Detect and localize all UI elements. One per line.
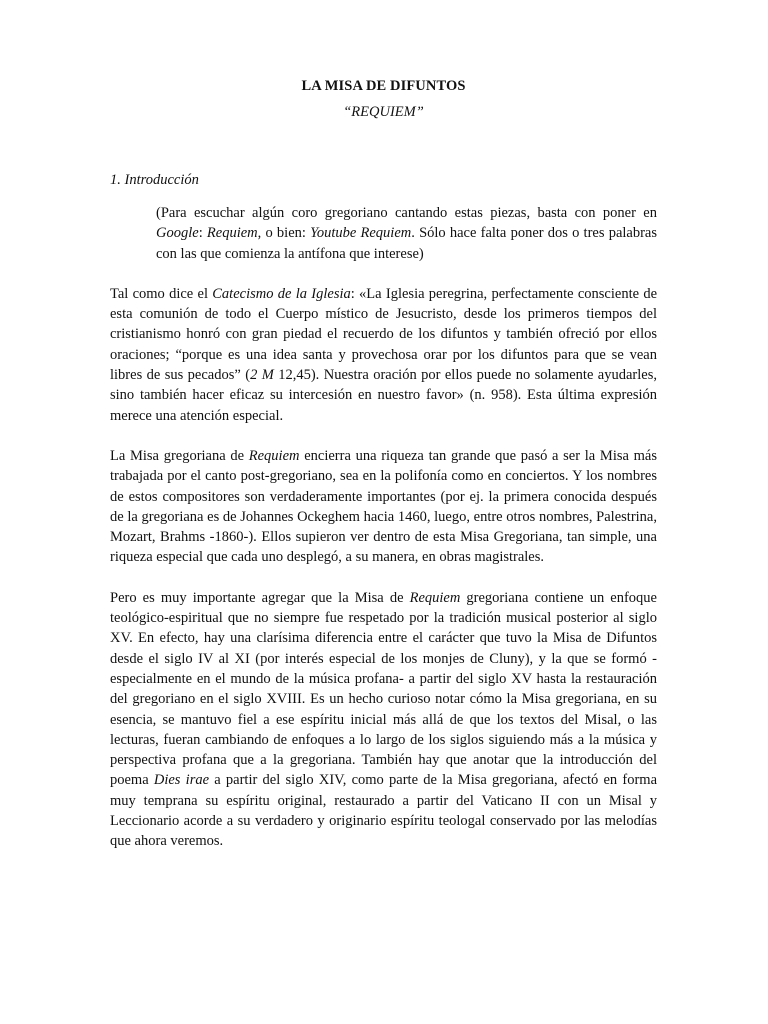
note-text: , o bien: <box>257 225 311 242</box>
note-text: . Sólo hace falta poner dos o tres palabras con las que comienza la antífona que interese) <box>156 225 658 262</box>
paragraph-text: Pero es muy importante agregar que la Misa de <box>110 589 410 606</box>
requiem-term: Requiem <box>248 447 300 464</box>
note-requiem: Requiem <box>206 225 258 242</box>
document-title: LA MISA DE DIFUNTOS <box>301 78 466 94</box>
paragraph-text: : «La Iglesia peregrina, perfectamente consciente de esta comunión de todo el Cuerpo místico de Jesucristo, desde los primeros tiempos del cristianismo honró con gran piedad el recuerdo de los difuntos y también ofreció por ellos oraciones; “porque es una idea santa y provechosa orar por los difuntos para que se vean libres de sus pecados” ( <box>110 285 657 384</box>
paragraph-text: La Misa gregoriana de <box>110 447 249 464</box>
paragraph-text: 12,45). Nuestra oración por ellos puede no solamente ayudarles, sino también hacer eficaz su intercesión en nuestro favor» (n. 958). Esta última expresión merece una atención especial. <box>110 367 657 424</box>
note-google: Google <box>156 225 199 242</box>
section-heading: 1. Introducción <box>110 172 199 188</box>
paragraph-catecismo <box>110 284 657 426</box>
listening-note <box>156 203 657 264</box>
paragraph-enfoque <box>110 588 657 852</box>
note-youtube: Youtube Requiem <box>310 225 412 242</box>
paragraph-text: a partir del siglo XIV, como parte de la Misa gregoriana, afectó en forma muy temprana su espíritu original, restaurado a partir del Vaticano II con un Misal y Leccionario acorde a su verdadero y originario espíritu teologal conservado por las melodías que ahora veremos. <box>110 772 657 850</box>
document-page <box>110 78 657 872</box>
paragraph-polifonia <box>110 446 657 568</box>
requiem-term: Requiem <box>409 589 461 606</box>
paragraph-text: encierra una riqueza tan grande que pasó a ser la Misa más trabajada por el canto post-gregoriano, sea en la polifonía como en conciertos. Y los nombres de estos compositores son verdaderamente importantes (por ej. la primera conocida después de la gregoriana es de Johannes Ockeghem hacia 1460, luego, entre otros nombres, Palestrina, Mozart, Brahms -1860-). Ellos supieron ver dentro de esta Misa Gregoriana, tan simple, una riqueza especial que cada uno desplegó, a su manera, en obras magistrales. <box>110 447 657 566</box>
paragraph-text: gregoriana contiene un enfoque teológico-espiritual que no siempre fue respetado por la tradición musical posterior al siglo XV. En efecto, hay una clarísima diferencia entre el carácter que tuvo la Misa de Difuntos desde el siglo IV al XI (por interés especial de los monjes de Cluny), y la que se formó -especialmente en el mundo de la música profana- a partir del siglo XV hasta la restauración del gregoriano en el siglo XVIII. Es un hecho curioso notar cómo la Misa gregoriana, en su esencia, se mantuvo fiel a ese espíritu inicial más allá de que los textos del Misal, o las lecturas, fueran cambiando de enfoques a lo largo de los siglos siguiendo más a la música y perspectiva profana que a la gregoriana. También hay que anotar que la introducción del poema <box>110 589 657 789</box>
note-text: : <box>198 225 207 242</box>
catecismo-title: Catecismo de la Iglesia <box>212 285 351 302</box>
bible-reference: 2 M <box>250 367 274 384</box>
note-text: (Para escuchar algún coro gregoriano cantando estas piezas, basta con poner en <box>156 205 657 221</box>
paragraph-text: Tal como dice el <box>110 285 213 302</box>
dies-irae-term: Dies irae <box>153 772 210 789</box>
document-subtitle: “REQUIEM” <box>343 104 424 120</box>
